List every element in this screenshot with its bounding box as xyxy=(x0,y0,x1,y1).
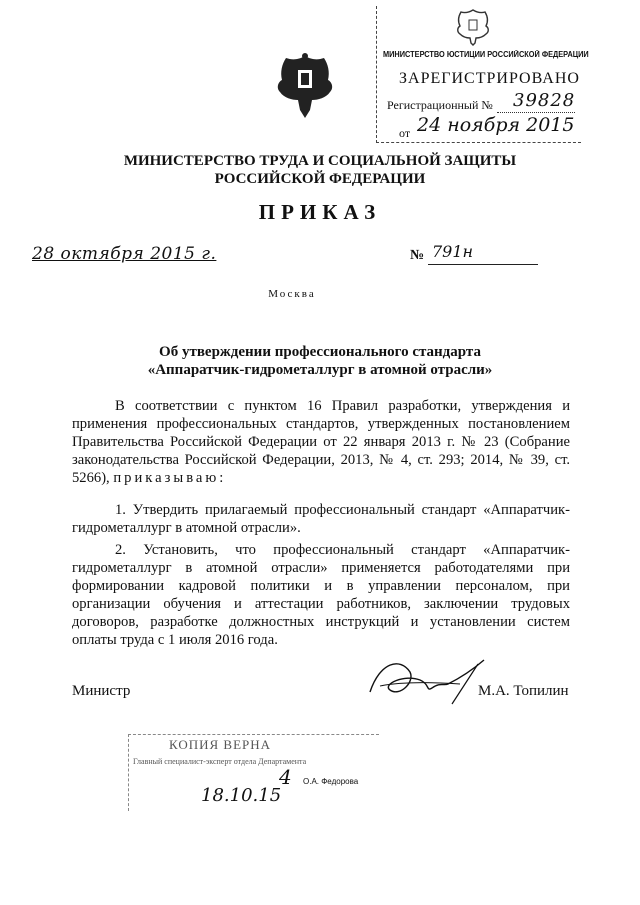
copy-stamp-date: 18.10.15 xyxy=(201,785,282,806)
subject-line1: Об утверждении профессионального стандарта xyxy=(159,344,481,360)
copy-stamp-title: КОПИЯ ВЕРНА xyxy=(169,737,272,752)
registration-stamp xyxy=(376,6,589,143)
order-city: Москва xyxy=(268,288,316,300)
signature-mark xyxy=(360,652,490,712)
stamp-date-label: от xyxy=(399,126,411,140)
stamp-emblem-icon xyxy=(455,8,491,46)
paragraph-item-2: 2. Установить, что профессиональный стандарт «Аппаратчик-гидрометаллург в атомной отрасли» применяется работодателями при формировании кадровой политики и в управлении персоналом, при организации обучения и аттестации работников, заключении трудовых договоров, разработке должностных инструкций и установлении систем оплаты труда с 1 июля 2016 года. xyxy=(72,542,570,648)
stamp-regno-underline xyxy=(497,112,575,113)
copy-stamp-signature: 4 xyxy=(279,765,292,789)
stamp-ministry: МИНИСТЕРСТВО ЮСТИЦИИ РОССИЙСКОЙ ФЕДЕРАЦИИ xyxy=(383,50,589,59)
paragraph-basis-text: В соответствии с пунктом 16 Правил разработки, утверждения и применения профессиональных стандартов, утвержденных постановлением Правительства Российской Федерации от 22 января 2013 г. № 23 (Собрание законодательства Российской Федерации, 2013, № 4, ст. 293; 2014, № 39, ст. 5266), xyxy=(72,398,570,486)
ministry-title-line2: РОССИЙСКОЙ ФЕДЕРАЦИИ xyxy=(214,171,426,187)
subject-line2: «Аппаратчик-гидрометаллург в атомной отрасли» xyxy=(147,362,493,378)
stamp-date-value: 24 ноября 2015 xyxy=(417,114,575,136)
order-number-underline xyxy=(428,264,538,265)
order-date: 28 октября 2015 г. xyxy=(32,244,217,264)
paragraph-basis xyxy=(72,397,570,487)
stamp-regno-label: Регистрационный № xyxy=(387,98,493,112)
order-number-label: № xyxy=(410,248,425,263)
signatory-title: Министр xyxy=(72,683,131,699)
stamp-status: ЗАРЕГИСТРИРОВАНО xyxy=(399,70,580,87)
copy-stamp-name: О.А. Федорова xyxy=(303,777,359,786)
signatory-name: М.А. Топилин xyxy=(478,683,569,699)
copy-stamp-dept: Главный специалист-эксперт отдела Департамента xyxy=(133,757,307,766)
coat-of-arms-emblem xyxy=(274,52,336,122)
document-type: ПРИКАЗ xyxy=(258,200,382,224)
stamp-regno-value: 39828 xyxy=(513,90,576,111)
order-verb: приказываю: xyxy=(113,470,227,486)
paragraph-item-1: 1. Утвердить прилагаемый профессиональный стандарт «Аппаратчик-гидрометаллург в атомной отрасли». xyxy=(72,502,570,536)
order-number-value: 791н xyxy=(432,242,474,261)
ministry-title-line1: МИНИСТЕРСТВО ТРУДА И СОЦИАЛЬНОЙ ЗАЩИТЫ xyxy=(123,153,517,169)
copy-certified-stamp xyxy=(128,734,379,811)
